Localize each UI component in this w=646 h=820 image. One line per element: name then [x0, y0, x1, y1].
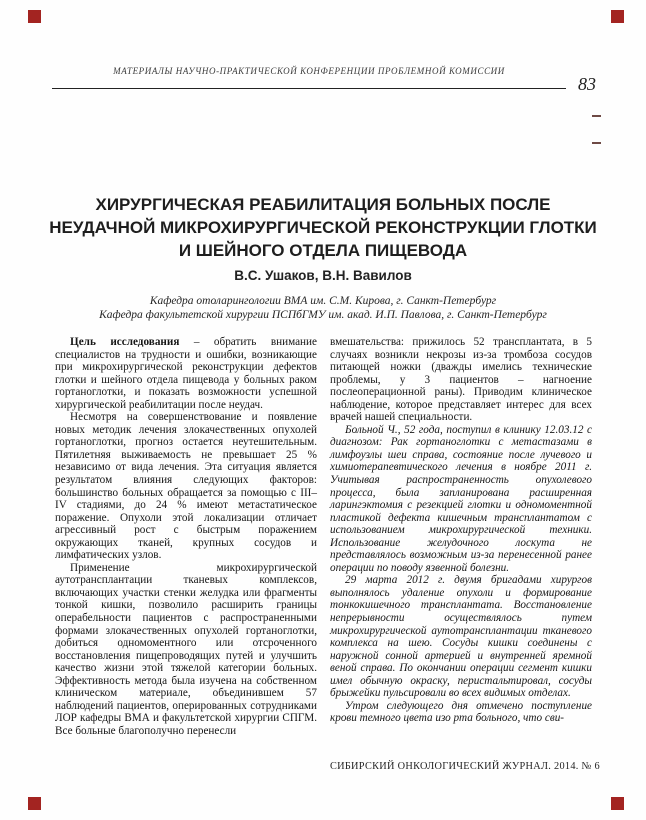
corner-mark-top-right: [611, 10, 624, 23]
corner-mark-top-left: [28, 10, 41, 23]
authors-line: В.С. Ушаков, В.Н. Вавилов: [234, 268, 412, 283]
page-number: 83: [578, 74, 596, 94]
body-columns: [55, 336, 592, 738]
article-title-line-2: НЕУДАЧНОЙ МИКРОХИРУРГИЧЕСКОЙ РЕКОНСТРУКЦИИ ГЛОТКИ: [49, 218, 597, 237]
article-title-line-1: ХИРУРГИЧЕСКАЯ РЕАБИЛИТАЦИЯ БОЛЬНЫХ ПОСЛЕ: [95, 195, 551, 214]
edge-dash-mark: [592, 142, 601, 144]
affiliations: [30, 295, 616, 322]
left-column: [55, 336, 317, 738]
affiliation-2: Кафедра факультетской хирургии ПСПбГМУ им. акад. И.П. Павлова, г. Санкт-Петербург: [99, 308, 547, 321]
paragraph-case-history: Больной Ч., 52 года, поступил в клинику 12.03.12 с диагнозом: Рак гортаноглотки с метастазами в лимфоузлы шеи справа, состояние после лучевого и химиотерапевтического лечения в ноябре 2011 г. Учитывая распространенность опухолевого процесса, была запланирована расширенная ларингэктомия с резекцией глотки и одномоментной пластикой дефекта кишечным трансплантатом с использованием микрохирургической техники. Использование желудочного лоскута не представлялось возможным из-за перенесенной ранее операции по поводу язвенной болезни.: [330, 423, 592, 574]
affiliation-1: Кафедра отоларингологии ВМА им. С.М. Кирова, г. Санкт-Петербург: [149, 295, 497, 307]
edge-dash-mark: [592, 115, 601, 117]
article-title: [30, 193, 616, 262]
paragraph-postop: Утром следующего дня отмечено поступление крови темного цвета изо рта больного, что сви-: [330, 699, 592, 725]
corner-mark-bottom-right: [611, 797, 624, 810]
running-head: МАТЕРИАЛЫ НАУЧНО-ПРАКТИЧЕСКОЙ КОНФЕРЕНЦИИ ПРОБЛЕМНОЙ КОМИССИИ: [113, 66, 505, 76]
paragraph-aim-text: – обратить внимание специалистов на трудности и ошибки, возникающие при микрохирургической реконструкции дефектов глотки и шейного отдела пищевода у больных раком гортаноглотки, и показать возможности успешной хирургической реабилитации после неудач.: [55, 336, 317, 411]
paragraph-background: Несмотря на совершенствование и появление новых методик лечения злокачественных опухолей гортаноглотки, прогноз остается неутешительным. Пятилетняя выживаемость не превышает 25 % независимо от вида лечения. Эта ситуация является результатом влияния следующих факторов: большинство больных обращается за помощью с III–IV стадиями, до 24 % имеют метастатическое поражение. Опухоли этой локализации отличает агрессивный рост с быстрым поражением окружающих тканей, крупных сосудов и лимфатических узлов.: [55, 411, 317, 562]
paragraph-aim-lead: Цель исследования: [70, 336, 180, 348]
corner-mark-bottom-left: [28, 797, 41, 810]
article-title-line-3: И ШЕЙНОГО ОТДЕЛА ПИЩЕВОДА: [178, 241, 468, 260]
journal-footer: СИБИРСКИЙ ОНКОЛОГИЧЕСКИЙ ЖУРНАЛ. 2014. № 6: [329, 761, 600, 772]
right-column: [330, 336, 592, 738]
header-rule: [52, 88, 566, 89]
paragraph-operation: 29 марта 2012 г. двумя бригадами хирургов выполнялось удаление опухоли и формирование тонкокишечного трансплантата. Восстановление непрерывности осуществлялось путем микрохирургической аутотрансплантации тканевого комплекса на шею. Сосуды кишки соединены с наружной сонной артерией и внутренней яремной веной справа. По окончании операции сегмент кишки имел обычную окраску, перистальтировал, сосуды брыжейки пульсировали во всех видимых отделах.: [330, 574, 592, 700]
paragraph-results: вмешательства: прижилось 52 трансплантата, в 5 случаях возникли некрозы из-за тромбоза сосудов питающей ножки (дважды имелись технические проблемы, у 3 пациентов – нагноение послеоперационной раны). Приводим клиническое наблюдение, которое представляет интерес для всех врачей нашей специальности.: [330, 336, 592, 424]
paragraph-aim: [55, 336, 317, 411]
paragraph-method: Применение микрохирургической аутотрансплантации тканевых комплексов, включающих участки стенки желудка или фрагменты тонкой кишки, позволило расширить границы операбельности пациентов с распространенными формами злокачественных опухолей гортаноглотки, добиться одномоментного или отсроченного восстановления пищепроводящих путей и улучшить качество жизни этой тяжелой категории больных. Эффективность метода была изучена на собственном клиническом материале, объединившем 57 наблюдений пациентов, оперированных сотрудниками ЛОР кафедры ВМА и факультетской хирургии СПГМ. Все больные благополучно перенесли: [55, 561, 317, 737]
